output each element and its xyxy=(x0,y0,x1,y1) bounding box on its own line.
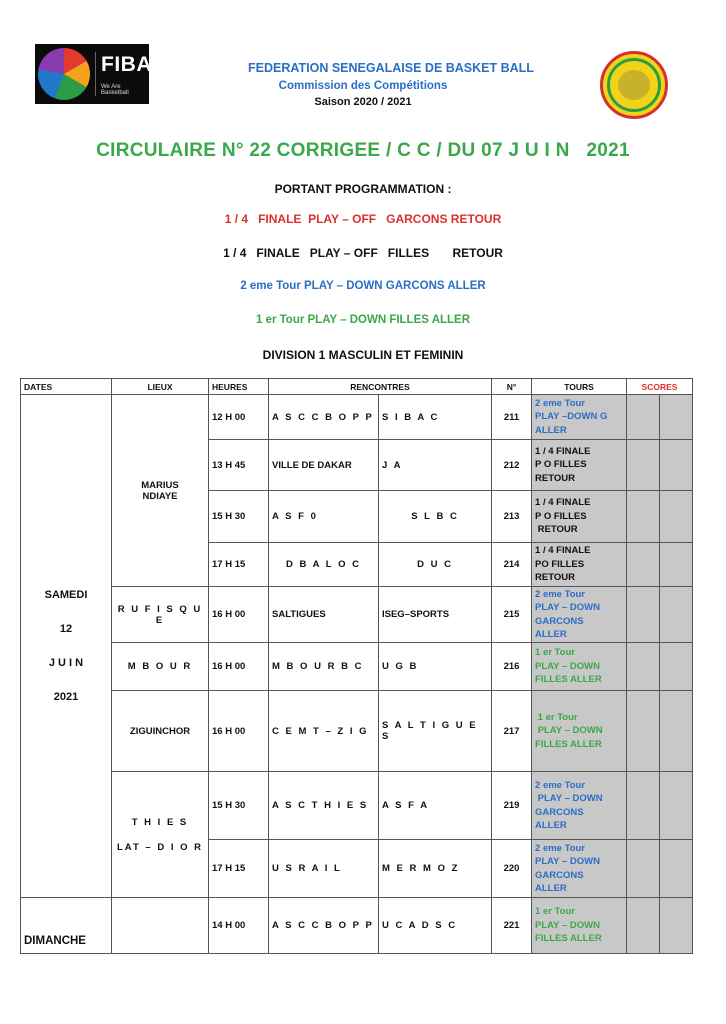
tour-line: PLAY – DOWN xyxy=(535,725,603,737)
away-team: S A L T I G U E S xyxy=(379,691,492,772)
match-number: 212 xyxy=(492,440,532,491)
venue-line: LAT – D I O R xyxy=(117,841,203,853)
tour-cell xyxy=(532,840,627,898)
away-team: S L B C xyxy=(379,491,492,543)
commission-title: Commission des Compétitions xyxy=(278,80,448,92)
tour-line: FILLES ALLER xyxy=(535,933,602,945)
home-team: U S R A I L xyxy=(269,840,379,898)
tour-cell xyxy=(532,587,627,643)
home-team: A S F 0 xyxy=(269,491,379,543)
away-team: M E R M O Z xyxy=(379,840,492,898)
table-row xyxy=(21,691,693,772)
home-team: VILLE DE DAKAR xyxy=(269,440,379,491)
venue-ziguinchor: ZIGUINCHOR xyxy=(112,691,209,772)
time-cell: 17 H 15 xyxy=(209,543,269,587)
score-away xyxy=(660,491,693,543)
tour-line: PLAY – DOWN xyxy=(535,660,600,672)
circular-title: CIRCULAIRE N° 22 CORRIGEE / C C / DU 07 J U I N 2021 xyxy=(96,140,630,161)
header-tours: TOURS xyxy=(532,379,627,395)
score-home xyxy=(627,395,660,440)
away-team: S I B A C xyxy=(379,395,492,440)
programme-line-4: 1 er Tour PLAY – DOWN FILLES ALLER xyxy=(255,314,471,326)
tour-cell xyxy=(532,491,627,543)
time-cell: 12 H 00 xyxy=(209,395,269,440)
score-home xyxy=(627,587,660,643)
match-number: 216 xyxy=(492,643,532,691)
table-row xyxy=(21,643,693,691)
home-team: A S C C B O P P xyxy=(269,898,379,954)
venue-empty xyxy=(112,898,209,954)
tour-cell xyxy=(532,643,627,691)
time-cell: 16 H 00 xyxy=(209,691,269,772)
date-dimanche: DIMANCHE xyxy=(21,898,112,954)
tour-line: FILLES ALLER xyxy=(535,738,602,750)
tour-line: PLAY – DOWN xyxy=(535,793,603,804)
away-team: U G B xyxy=(379,643,492,691)
score-home xyxy=(627,691,660,772)
tour-line: 1 er Tour xyxy=(535,647,575,659)
venue-line: MARIUS xyxy=(141,479,179,491)
time-cell: 14 H 00 xyxy=(209,898,269,954)
programme-line-3: 2 eme Tour PLAY – DOWN GARCONS ALLER xyxy=(240,280,486,292)
score-home xyxy=(627,543,660,587)
score-home xyxy=(627,772,660,840)
score-away xyxy=(660,587,693,643)
score-away xyxy=(660,691,693,772)
tour-line: P O FILLES xyxy=(535,459,587,471)
home-team: C E M T – Z I G xyxy=(269,691,379,772)
home-team: D B A L O C xyxy=(269,543,379,587)
time-cell: 15 H 30 xyxy=(209,772,269,840)
score-away xyxy=(660,840,693,898)
date-year: 2021 xyxy=(53,691,79,703)
date-month: J U I N xyxy=(48,657,84,669)
score-away xyxy=(660,898,693,954)
score-away xyxy=(660,440,693,491)
tour-cell xyxy=(532,543,627,587)
tour-line: 2 eme Tour xyxy=(535,588,585,600)
programme-line-1: 1 / 4 FINALE PLAY – OFF GARCONS RETOUR xyxy=(224,212,502,226)
table-row xyxy=(21,772,693,840)
home-team: SALTIGUES xyxy=(269,587,379,643)
match-number: 211 xyxy=(492,395,532,440)
score-away xyxy=(660,772,693,840)
home-team: A S C C B O P P xyxy=(269,395,379,440)
away-team: D U C xyxy=(379,543,492,587)
away-team: U C A D S C xyxy=(379,898,492,954)
score-away xyxy=(660,543,693,587)
date-day: SAMEDI xyxy=(44,589,88,601)
tour-line: ALLER xyxy=(535,883,567,894)
score-home xyxy=(627,491,660,543)
match-number: 221 xyxy=(492,898,532,954)
tour-line: PLAY –DOWN G xyxy=(535,411,608,423)
season-label: Saison 2020 / 2021 xyxy=(314,96,412,108)
header-num: N° xyxy=(492,379,532,395)
time-cell: 16 H 00 xyxy=(209,587,269,643)
time-cell: 17 H 15 xyxy=(209,840,269,898)
fiba-wordmark: FIBA xyxy=(101,53,152,76)
tour-line: 1 er Tour xyxy=(535,711,578,723)
venue-marius-ndiaye xyxy=(112,395,209,587)
venue-line: T H I E S xyxy=(131,816,189,828)
venue-line: NDIAYE xyxy=(142,490,178,502)
tour-line: PO FILLES xyxy=(535,558,585,570)
match-number: 213 xyxy=(492,491,532,543)
tour-line: FILLES ALLER xyxy=(535,674,602,686)
venue-rufisque: R U F I S Q U E xyxy=(112,587,209,643)
time-cell: 13 H 45 xyxy=(209,440,269,491)
home-team: M B O U R B C xyxy=(269,643,379,691)
tour-line: ALLER xyxy=(535,424,567,436)
header-lieux: LIEUX xyxy=(112,379,209,395)
score-home xyxy=(627,440,660,491)
match-number: 215 xyxy=(492,587,532,643)
away-team: A S F A xyxy=(379,772,492,840)
tour-line: PLAY – DOWN xyxy=(535,856,600,867)
venue-thies-lat-dior xyxy=(112,772,209,898)
date-number: 12 xyxy=(59,623,73,635)
tour-line: RETOUR xyxy=(535,572,575,584)
tour-line: P O FILLES xyxy=(535,510,587,522)
tour-cell xyxy=(532,440,627,491)
tour-cell xyxy=(532,772,627,840)
time-cell: 15 H 30 xyxy=(209,491,269,543)
home-team: A S C T H I E S xyxy=(269,772,379,840)
header-rencontres: RENCONTRES xyxy=(269,379,492,395)
score-home xyxy=(627,643,660,691)
tour-line: GARCONS xyxy=(535,615,584,627)
tour-line: 2 eme Tour xyxy=(535,842,585,854)
schedule-table xyxy=(20,378,693,954)
score-away xyxy=(660,395,693,440)
table-row xyxy=(21,898,693,954)
date-samedi xyxy=(21,395,112,898)
time-cell: 16 H 00 xyxy=(209,643,269,691)
table-header-row xyxy=(21,379,693,395)
division-title: DIVISION 1 MASCULIN ET FEMININ xyxy=(262,348,464,362)
tour-cell xyxy=(532,898,627,954)
tour-line: RETOUR xyxy=(535,472,575,484)
match-number: 217 xyxy=(492,691,532,772)
tour-line: 1 / 4 FINALE xyxy=(535,545,591,557)
tour-line: 1 / 4 FINALE xyxy=(535,445,591,457)
table-row xyxy=(21,587,693,643)
tour-line: PLAY – DOWN xyxy=(535,919,600,931)
tour-line: 2 eme Tour xyxy=(535,397,585,409)
away-team: J A xyxy=(379,440,492,491)
fiba-tagline: We Are Basketball xyxy=(101,84,129,96)
header-heures: HEURES xyxy=(209,379,269,395)
header-scores: SCORES xyxy=(627,379,693,395)
away-team: ISEG–SPORTS xyxy=(379,587,492,643)
match-number: 219 xyxy=(492,772,532,840)
header-dates: DATES xyxy=(21,379,112,395)
score-away xyxy=(660,643,693,691)
match-number: 220 xyxy=(492,840,532,898)
tour-line: 2 eme Tour xyxy=(535,779,585,791)
portant-label: PORTANT PROGRAMMATION : xyxy=(274,182,452,196)
tour-line: GARCONS xyxy=(535,869,584,881)
score-home xyxy=(627,898,660,954)
programme-line-2: 1 / 4 FINALE PLAY – OFF FILLES RETOUR xyxy=(223,246,503,260)
score-home xyxy=(627,840,660,898)
tour-line: 1 er Tour xyxy=(535,906,575,918)
tour-line: 1 / 4 FINALE xyxy=(535,497,591,509)
tour-cell xyxy=(532,691,627,772)
tour-line: ALLER xyxy=(535,820,567,831)
tour-line: ALLER xyxy=(535,629,567,640)
federation-title: FEDERATION SENEGALAISE DE BASKET BALL xyxy=(248,61,534,75)
tour-line: PLAY – DOWN xyxy=(535,602,600,613)
match-number: 214 xyxy=(492,543,532,587)
table-row xyxy=(21,395,693,440)
tour-line: GARCONS xyxy=(535,806,584,818)
tour-line: RETOUR xyxy=(535,524,578,536)
tour-cell xyxy=(532,395,627,440)
venue-mbour: M B O U R xyxy=(112,643,209,691)
